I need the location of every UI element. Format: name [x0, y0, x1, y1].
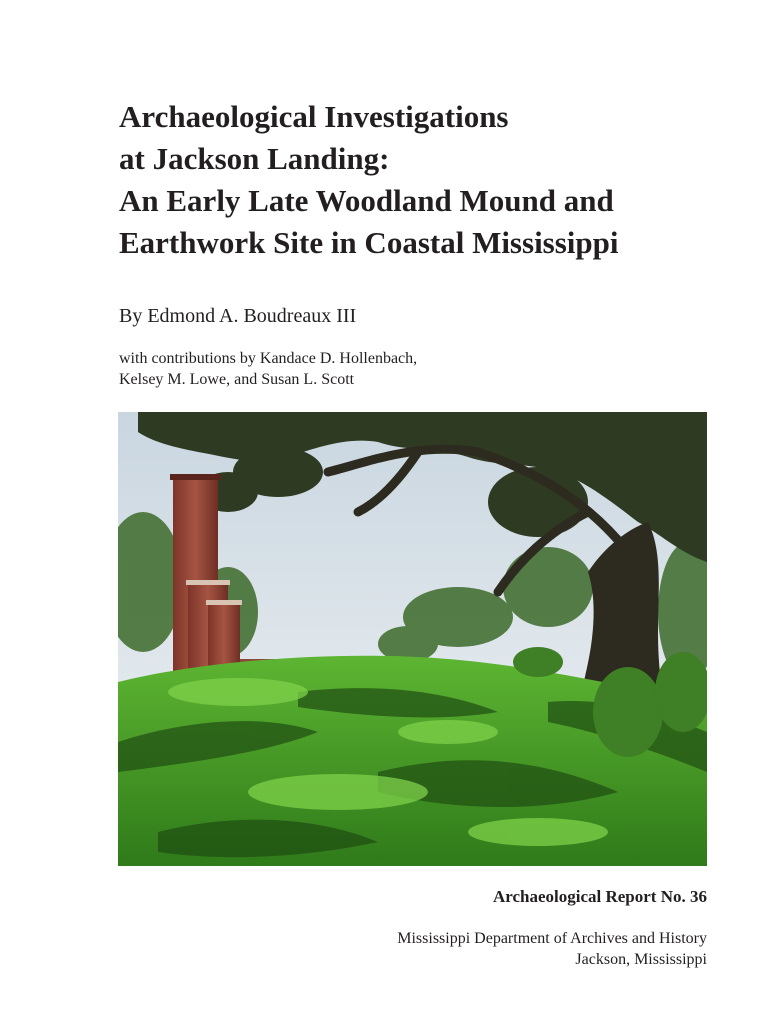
publisher-location: Jackson, Mississippi	[575, 951, 707, 968]
contributors-line: Kelsey M. Lowe, and Susan L. Scott	[119, 371, 355, 388]
publisher-name: Mississippi Department of Archives and History	[397, 930, 707, 947]
report-title	[119, 96, 739, 264]
title-line: An Early Late Woodland Mound and	[119, 183, 614, 218]
contributors	[119, 348, 417, 390]
publisher	[397, 928, 707, 970]
cover-photo-illustration	[118, 412, 707, 866]
cover-photo	[118, 412, 707, 866]
title-line: Earthwork Site in Coastal Mississippi	[119, 225, 619, 260]
author-byline: By Edmond A. Boudreaux III	[119, 305, 357, 327]
report-number: Archaeological Report No. 36	[492, 887, 707, 906]
contributors-line: with contributions by Kandace D. Hollenbach,	[119, 350, 418, 367]
title-line: Archaeological Investigations	[119, 99, 509, 134]
title-line: at Jackson Landing:	[119, 141, 390, 176]
